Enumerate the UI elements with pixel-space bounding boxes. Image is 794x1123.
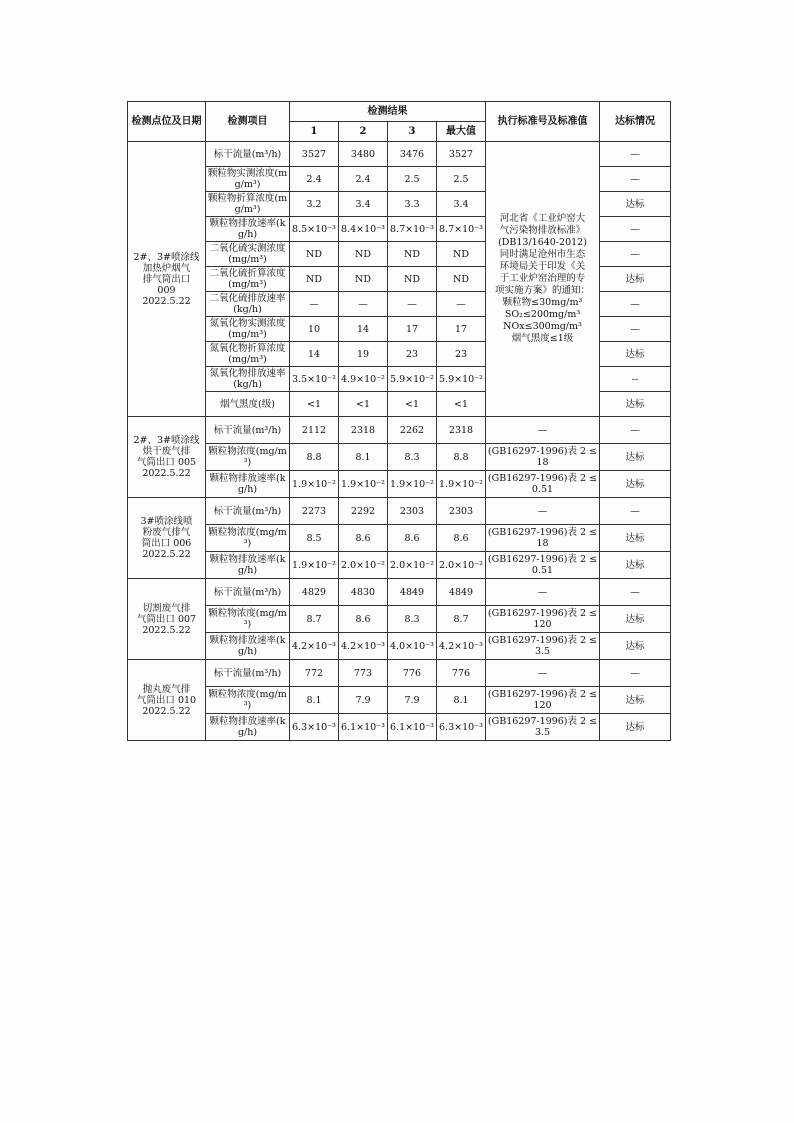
site-date-cell bbox=[128, 498, 206, 579]
item-cell: 二氧化硫实测浓度(mg/m³) bbox=[206, 242, 290, 267]
max-value-cell: 8.8 bbox=[437, 444, 486, 471]
status-cell: 达标 bbox=[600, 687, 671, 714]
standard-cell: (GB16297-1996)表 2 ≤120 bbox=[486, 606, 600, 633]
value-cell: 8.5 bbox=[290, 525, 339, 552]
item-cell: 颗粒物排放速率(kg/h) bbox=[206, 633, 290, 660]
header-site-date: 检测点位及日期 bbox=[128, 102, 206, 142]
value-cell: 17 bbox=[388, 317, 437, 342]
value-cell: — bbox=[388, 292, 437, 317]
max-value-cell: 2318 bbox=[437, 417, 486, 444]
status-cell: — bbox=[600, 579, 671, 606]
item-cell: 标干流量(m³/h) bbox=[206, 660, 290, 687]
header-col-1: 1 bbox=[290, 122, 339, 142]
text-line: NOx≤300mg/m³ bbox=[503, 321, 582, 332]
value-cell: 8.3 bbox=[388, 444, 437, 471]
status-cell: — bbox=[600, 498, 671, 525]
table-row bbox=[128, 498, 671, 525]
value-cell: 8.5×10⁻³ bbox=[290, 217, 339, 242]
text-line: 2#、3#喷涂线 bbox=[133, 251, 200, 263]
status-cell: — bbox=[600, 242, 671, 267]
item-cell: 标干流量(m³/h) bbox=[206, 498, 290, 525]
max-value-cell: 8.1 bbox=[437, 687, 486, 714]
status-cell: 达标 bbox=[600, 267, 671, 292]
text-line: 颗粒物≤30mg/m³ bbox=[502, 297, 583, 308]
table-row bbox=[128, 471, 671, 498]
text-line: 气筒出口 007 bbox=[136, 613, 197, 625]
text-line: 气污染物排放标准》 bbox=[499, 225, 586, 236]
table-row bbox=[128, 660, 671, 687]
max-value-cell: 4849 bbox=[437, 579, 486, 606]
value-cell: <1 bbox=[388, 392, 437, 417]
item-cell: 标干流量(m³/h) bbox=[206, 579, 290, 606]
table-row bbox=[128, 714, 671, 741]
value-cell: 3480 bbox=[339, 142, 388, 167]
table-row bbox=[128, 525, 671, 552]
text-line: 3#喷涂线喷 bbox=[140, 516, 193, 527]
max-value-cell: 5.9×10⁻² bbox=[437, 367, 486, 392]
table-row bbox=[128, 142, 671, 167]
status-cell: — bbox=[600, 167, 671, 192]
value-cell: 8.7 bbox=[290, 606, 339, 633]
max-value-cell: 3527 bbox=[437, 142, 486, 167]
text-line: 2022.5.22 bbox=[142, 468, 191, 479]
text-line: 2022.5.22 bbox=[142, 705, 191, 717]
text-line: 2022.5.22 bbox=[142, 624, 191, 636]
item-cell: 氮氧化物折算浓度(mg/m³) bbox=[206, 342, 290, 367]
header-col-3: 3 bbox=[388, 122, 437, 142]
table-row bbox=[128, 687, 671, 714]
text-line: 项实施方案》的通知： bbox=[494, 285, 590, 296]
value-cell: ND bbox=[290, 267, 339, 292]
value-cell: 2292 bbox=[339, 498, 388, 525]
value-cell: 2.4 bbox=[290, 167, 339, 192]
value-cell: 8.6 bbox=[339, 606, 388, 633]
value-cell: ND bbox=[339, 267, 388, 292]
text-line: 河北省《工业炉窑大 bbox=[499, 213, 586, 224]
value-cell: 8.6 bbox=[339, 525, 388, 552]
text-line: 同时满足沧州市生态 bbox=[499, 249, 586, 260]
site-date-cell bbox=[128, 660, 206, 741]
value-cell: 1.9×10⁻² bbox=[290, 552, 339, 579]
standard-cell: — bbox=[486, 660, 600, 687]
max-value-cell: ND bbox=[437, 267, 486, 292]
value-cell: ND bbox=[290, 242, 339, 267]
max-value-cell: 8.7×10⁻³ bbox=[437, 217, 486, 242]
max-value-cell: 2.0×10⁻² bbox=[437, 552, 486, 579]
text-line: 烟气黑度≤1级 bbox=[511, 333, 574, 344]
value-cell: 5.9×10⁻² bbox=[388, 367, 437, 392]
value-cell: 2.0×10⁻² bbox=[339, 552, 388, 579]
item-cell: 颗粒物折算浓度(mg/m³) bbox=[206, 192, 290, 217]
standard-cell: (GB16297-1996)表 2 ≤120 bbox=[486, 687, 600, 714]
text-line: 排气筒出口 bbox=[142, 273, 191, 285]
max-value-cell: 776 bbox=[437, 660, 486, 687]
status-cell: — bbox=[600, 660, 671, 687]
monitoring-results-table bbox=[127, 101, 671, 741]
text-line: 2022.5.22 bbox=[142, 549, 191, 560]
status-cell: 达标 bbox=[600, 525, 671, 552]
site-date-cell bbox=[128, 417, 206, 498]
text-line: 气筒出口 005 bbox=[136, 457, 197, 468]
value-cell: 8.1 bbox=[339, 444, 388, 471]
status-cell: — bbox=[600, 417, 671, 444]
value-cell: 4830 bbox=[339, 579, 388, 606]
header-row bbox=[128, 102, 671, 122]
value-cell: 2273 bbox=[290, 498, 339, 525]
text-line: SO₂≤200mg/m³ bbox=[504, 309, 581, 320]
item-cell: 颗粒物排放速率(kg/h) bbox=[206, 714, 290, 741]
item-cell: 颗粒物排放速率(kg/h) bbox=[206, 217, 290, 242]
value-cell: 8.4×10⁻³ bbox=[339, 217, 388, 242]
value-cell: 8.6 bbox=[388, 525, 437, 552]
status-cell: -- bbox=[600, 367, 671, 392]
value-cell: 2.5 bbox=[388, 167, 437, 192]
text-line: 于工业炉窑治理的专 bbox=[499, 273, 586, 284]
site-date-cell bbox=[128, 142, 206, 417]
value-cell: 7.9 bbox=[388, 687, 437, 714]
value-cell: 773 bbox=[339, 660, 388, 687]
table-row bbox=[128, 633, 671, 660]
standard-cell bbox=[486, 142, 600, 417]
item-cell: 二氧化硫折算浓度(mg/m³) bbox=[206, 267, 290, 292]
status-cell: 达标 bbox=[600, 552, 671, 579]
max-value-cell: 2.5 bbox=[437, 167, 486, 192]
standard-cell: — bbox=[486, 498, 600, 525]
value-cell: 8.1 bbox=[290, 687, 339, 714]
status-cell: 达标 bbox=[600, 444, 671, 471]
header-standard: 执行标准号及标准值 bbox=[486, 102, 600, 142]
max-value-cell: <1 bbox=[437, 392, 486, 417]
value-cell: 8.8 bbox=[290, 444, 339, 471]
text-line: (DB13/1640-2012) bbox=[498, 237, 587, 248]
value-cell: 4.0×10⁻³ bbox=[388, 633, 437, 660]
value-cell: 7.9 bbox=[339, 687, 388, 714]
value-cell: 776 bbox=[388, 660, 437, 687]
value-cell: <1 bbox=[339, 392, 388, 417]
value-cell: 6.1×10⁻³ bbox=[339, 714, 388, 741]
value-cell: 1.9×10⁻² bbox=[290, 471, 339, 498]
standard-cell: (GB16297-1996)表 2 ≤3.5 bbox=[486, 633, 600, 660]
text-line: 2022.5.22 bbox=[142, 295, 191, 307]
status-cell: — bbox=[600, 292, 671, 317]
table-row bbox=[128, 552, 671, 579]
value-cell: 2262 bbox=[388, 417, 437, 444]
standard-cell: — bbox=[486, 417, 600, 444]
item-cell: 二氧化硫排放速率(kg/h) bbox=[206, 292, 290, 317]
max-value-cell: — bbox=[437, 292, 486, 317]
value-cell: 1.9×10⁻² bbox=[388, 471, 437, 498]
item-cell: 颗粒物排放速率(kg/h) bbox=[206, 471, 290, 498]
standard-cell: — bbox=[486, 579, 600, 606]
value-cell: 2303 bbox=[388, 498, 437, 525]
text-line: 加热炉烟气 bbox=[142, 262, 191, 274]
value-cell: ND bbox=[388, 267, 437, 292]
text-line: 环境局关于印发《关 bbox=[499, 261, 586, 272]
status-cell: — bbox=[600, 317, 671, 342]
text-line: 筒出口 006 bbox=[141, 538, 192, 549]
value-cell: 23 bbox=[388, 342, 437, 367]
value-cell: 3.3 bbox=[388, 192, 437, 217]
value-cell: 3476 bbox=[388, 142, 437, 167]
value-cell: 6.1×10⁻³ bbox=[388, 714, 437, 741]
item-cell: 氮氧化物排放速率(kg/h) bbox=[206, 367, 290, 392]
value-cell: 10 bbox=[290, 317, 339, 342]
text-line: 2#、3#喷涂线 bbox=[133, 435, 200, 446]
text-line: 009 bbox=[157, 284, 176, 296]
status-cell: 达标 bbox=[600, 192, 671, 217]
site-date-cell bbox=[128, 579, 206, 660]
item-cell: 颗粒物实测浓度(mg/m³) bbox=[206, 167, 290, 192]
text-line: 气筒出口 010 bbox=[136, 694, 197, 706]
text-line: 烘干废气排 bbox=[142, 446, 191, 457]
header-col-max: 最大值 bbox=[437, 122, 486, 142]
max-value-cell: 2303 bbox=[437, 498, 486, 525]
item-cell: 颗粒物排放速率(kg/h) bbox=[206, 552, 290, 579]
max-value-cell: 1.9×10⁻² bbox=[437, 471, 486, 498]
value-cell: 2318 bbox=[339, 417, 388, 444]
value-cell: 3.5×10⁻² bbox=[290, 367, 339, 392]
status-cell: 达标 bbox=[600, 342, 671, 367]
status-cell: — bbox=[600, 217, 671, 242]
max-value-cell: 23 bbox=[437, 342, 486, 367]
item-cell: 烟气黑度(级) bbox=[206, 392, 290, 417]
table-row bbox=[128, 444, 671, 471]
max-value-cell: 6.3×10⁻³ bbox=[437, 714, 486, 741]
value-cell: 3.4 bbox=[339, 192, 388, 217]
status-cell: 达标 bbox=[600, 471, 671, 498]
text-line: 抛丸废气排 bbox=[142, 683, 191, 695]
value-cell: 4829 bbox=[290, 579, 339, 606]
item-cell: 标干流量(m³/h) bbox=[206, 142, 290, 167]
standard-cell: (GB16297-1996)表 2 ≤0.51 bbox=[486, 552, 600, 579]
text-line: 切割废气排 bbox=[142, 602, 191, 614]
header-results: 检测结果 bbox=[290, 102, 486, 122]
max-value-cell: 4.2×10⁻³ bbox=[437, 633, 486, 660]
table-row bbox=[128, 579, 671, 606]
value-cell: 4849 bbox=[388, 579, 437, 606]
value-cell: 19 bbox=[339, 342, 388, 367]
value-cell: 1.9×10⁻² bbox=[339, 471, 388, 498]
item-cell: 颗粒物浓度(mg/m³) bbox=[206, 525, 290, 552]
status-cell: 达标 bbox=[600, 633, 671, 660]
value-cell: — bbox=[339, 292, 388, 317]
standard-cell: (GB16297-1996)表 2 ≤0.51 bbox=[486, 471, 600, 498]
standard-cell: (GB16297-1996)表 2 ≤18 bbox=[486, 444, 600, 471]
value-cell: 6.3×10⁻³ bbox=[290, 714, 339, 741]
text-line: 粉废气排气 bbox=[142, 527, 191, 538]
max-value-cell: ND bbox=[437, 242, 486, 267]
table-row bbox=[128, 417, 671, 444]
max-value-cell: 8.7 bbox=[437, 606, 486, 633]
standard-cell: (GB16297-1996)表 2 ≤18 bbox=[486, 525, 600, 552]
max-value-cell: 8.6 bbox=[437, 525, 486, 552]
table-row bbox=[128, 606, 671, 633]
standard-cell: (GB16297-1996)表 2 ≤3.5 bbox=[486, 714, 600, 741]
header-status: 达标情况 bbox=[600, 102, 671, 142]
value-cell: 14 bbox=[290, 342, 339, 367]
value-cell: 4.9×10⁻² bbox=[339, 367, 388, 392]
header-item: 检测项目 bbox=[206, 102, 290, 142]
max-value-cell: 17 bbox=[437, 317, 486, 342]
value-cell: 4.2×10⁻³ bbox=[290, 633, 339, 660]
value-cell: 3.2 bbox=[290, 192, 339, 217]
value-cell: 2.4 bbox=[339, 167, 388, 192]
status-cell: 达标 bbox=[600, 392, 671, 417]
value-cell: — bbox=[290, 292, 339, 317]
status-cell: — bbox=[600, 142, 671, 167]
value-cell: 3527 bbox=[290, 142, 339, 167]
header-col-2: 2 bbox=[339, 122, 388, 142]
value-cell: 8.3 bbox=[388, 606, 437, 633]
max-value-cell: 3.4 bbox=[437, 192, 486, 217]
value-cell: <1 bbox=[290, 392, 339, 417]
status-cell: 达标 bbox=[600, 714, 671, 741]
value-cell: 772 bbox=[290, 660, 339, 687]
value-cell: ND bbox=[339, 242, 388, 267]
item-cell: 氮氧化物实测浓度(mg/m³) bbox=[206, 317, 290, 342]
value-cell: 14 bbox=[339, 317, 388, 342]
table-body bbox=[128, 142, 671, 741]
item-cell: 颗粒物浓度(mg/m³) bbox=[206, 444, 290, 471]
value-cell: ND bbox=[388, 242, 437, 267]
value-cell: 2.0×10⁻² bbox=[388, 552, 437, 579]
status-cell: 达标 bbox=[600, 606, 671, 633]
item-cell: 颗粒物浓度(mg/m³) bbox=[206, 606, 290, 633]
value-cell: 4.2×10⁻³ bbox=[339, 633, 388, 660]
value-cell: 8.7×10⁻³ bbox=[388, 217, 437, 242]
item-cell: 标干流量(m³/h) bbox=[206, 417, 290, 444]
value-cell: 2112 bbox=[290, 417, 339, 444]
item-cell: 颗粒物浓度(mg/m³) bbox=[206, 687, 290, 714]
